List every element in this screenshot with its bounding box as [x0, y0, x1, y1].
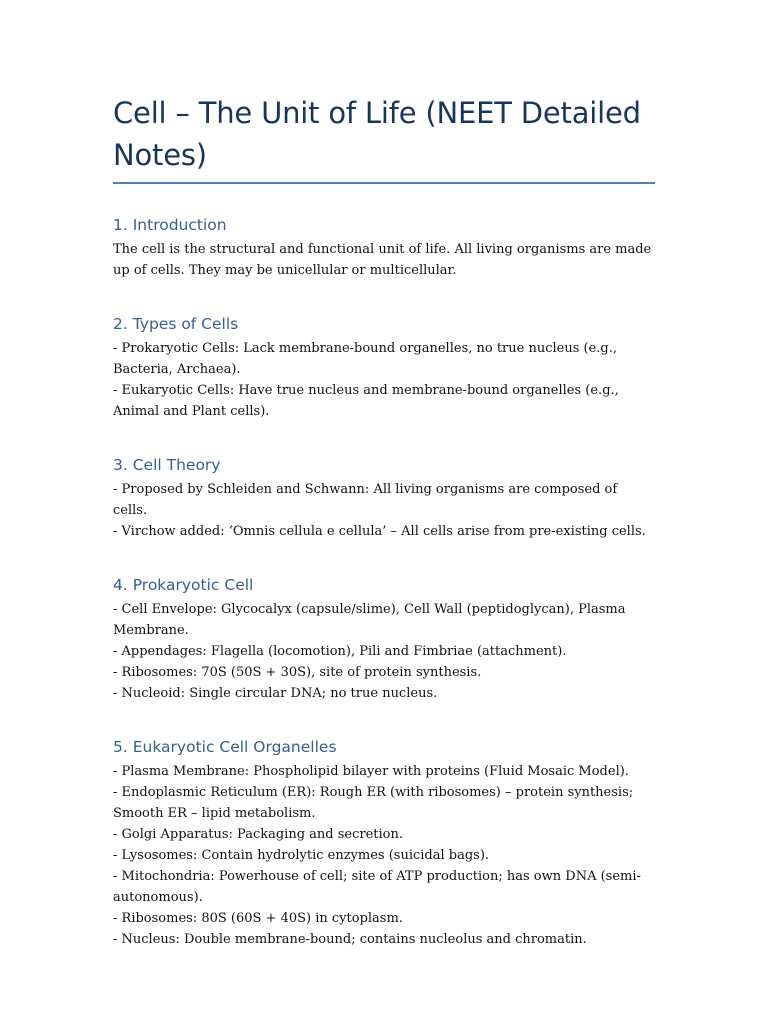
paragraph: - Plasma Membrane: Phospholipid bilayer with proteins (Fluid Mosaic Model). — [113, 764, 629, 779]
paragraph: - Proposed by Schleiden and Schwann: All living organisms are composed of cells. — [113, 482, 618, 518]
paragraph: The cell is the structural and functional unit of life. All living organisms are made up of cells. They may be unicellular or multicellular. — [113, 242, 652, 278]
section-prokaryotic-cell — [113, 575, 655, 704]
paragraph: - Prokaryotic Cells: Lack membrane-bound organelles, no true nucleus (e.g., Bacteria, Archaea). — [113, 341, 618, 377]
paragraph: - Virchow added: ‘Omnis cellula e cellula’ – All cells arise from pre-existing cells. — [113, 524, 646, 539]
section-heading: 2. Types of Cells — [113, 315, 239, 333]
title-underline — [113, 182, 655, 184]
section-heading: 3. Cell Theory — [113, 456, 221, 474]
paragraph: - Eukaryotic Cells: Have true nucleus and membrane-bound organelles (e.g., Animal and Plant cells). — [113, 383, 619, 419]
paragraph: - Nucleoid: Single circular DNA; no true nucleus. — [113, 686, 438, 701]
document-page — [113, 92, 655, 950]
paragraph: - Appendages: Flagella (locomotion), Pili and Fimbriae (attachment). — [113, 644, 567, 659]
paragraph: - Cell Envelope: Glycocalyx (capsule/slime), Cell Wall (peptidoglycan), Plasma Membrane. — [113, 602, 626, 638]
section-heading: 5. Eukaryotic Cell Organelles — [113, 738, 337, 756]
document-title: Cell – The Unit of Life (NEET Detailed Notes) — [113, 96, 641, 172]
section-eukaryotic-organelles — [113, 737, 655, 950]
paragraph: - Mitochondria: Powerhouse of cell; site of ATP production; has own DNA (semi-autonomous). — [113, 869, 641, 905]
section-introduction — [113, 215, 655, 281]
paragraph: - Ribosomes: 70S (50S + 30S), site of protein synthesis. — [113, 665, 482, 680]
section-types-of-cells — [113, 314, 655, 422]
paragraph: - Lysosomes: Contain hydrolytic enzymes (suicidal bags). — [113, 848, 490, 863]
section-heading: 1. Introduction — [113, 216, 227, 234]
section-cell-theory — [113, 455, 655, 542]
paragraph: - Ribosomes: 80S (60S + 40S) in cytoplasm. — [113, 911, 403, 926]
section-heading: 4. Prokaryotic Cell — [113, 576, 254, 594]
paragraph: - Endoplasmic Reticulum (ER): Rough ER (with ribosomes) – protein synthesis; Smooth ER – lipid metabolism. — [113, 785, 634, 821]
paragraph: - Nucleus: Double membrane-bound; contains nucleolus and chromatin. — [113, 932, 587, 947]
paragraph: - Golgi Apparatus: Packaging and secretion. — [113, 827, 404, 842]
